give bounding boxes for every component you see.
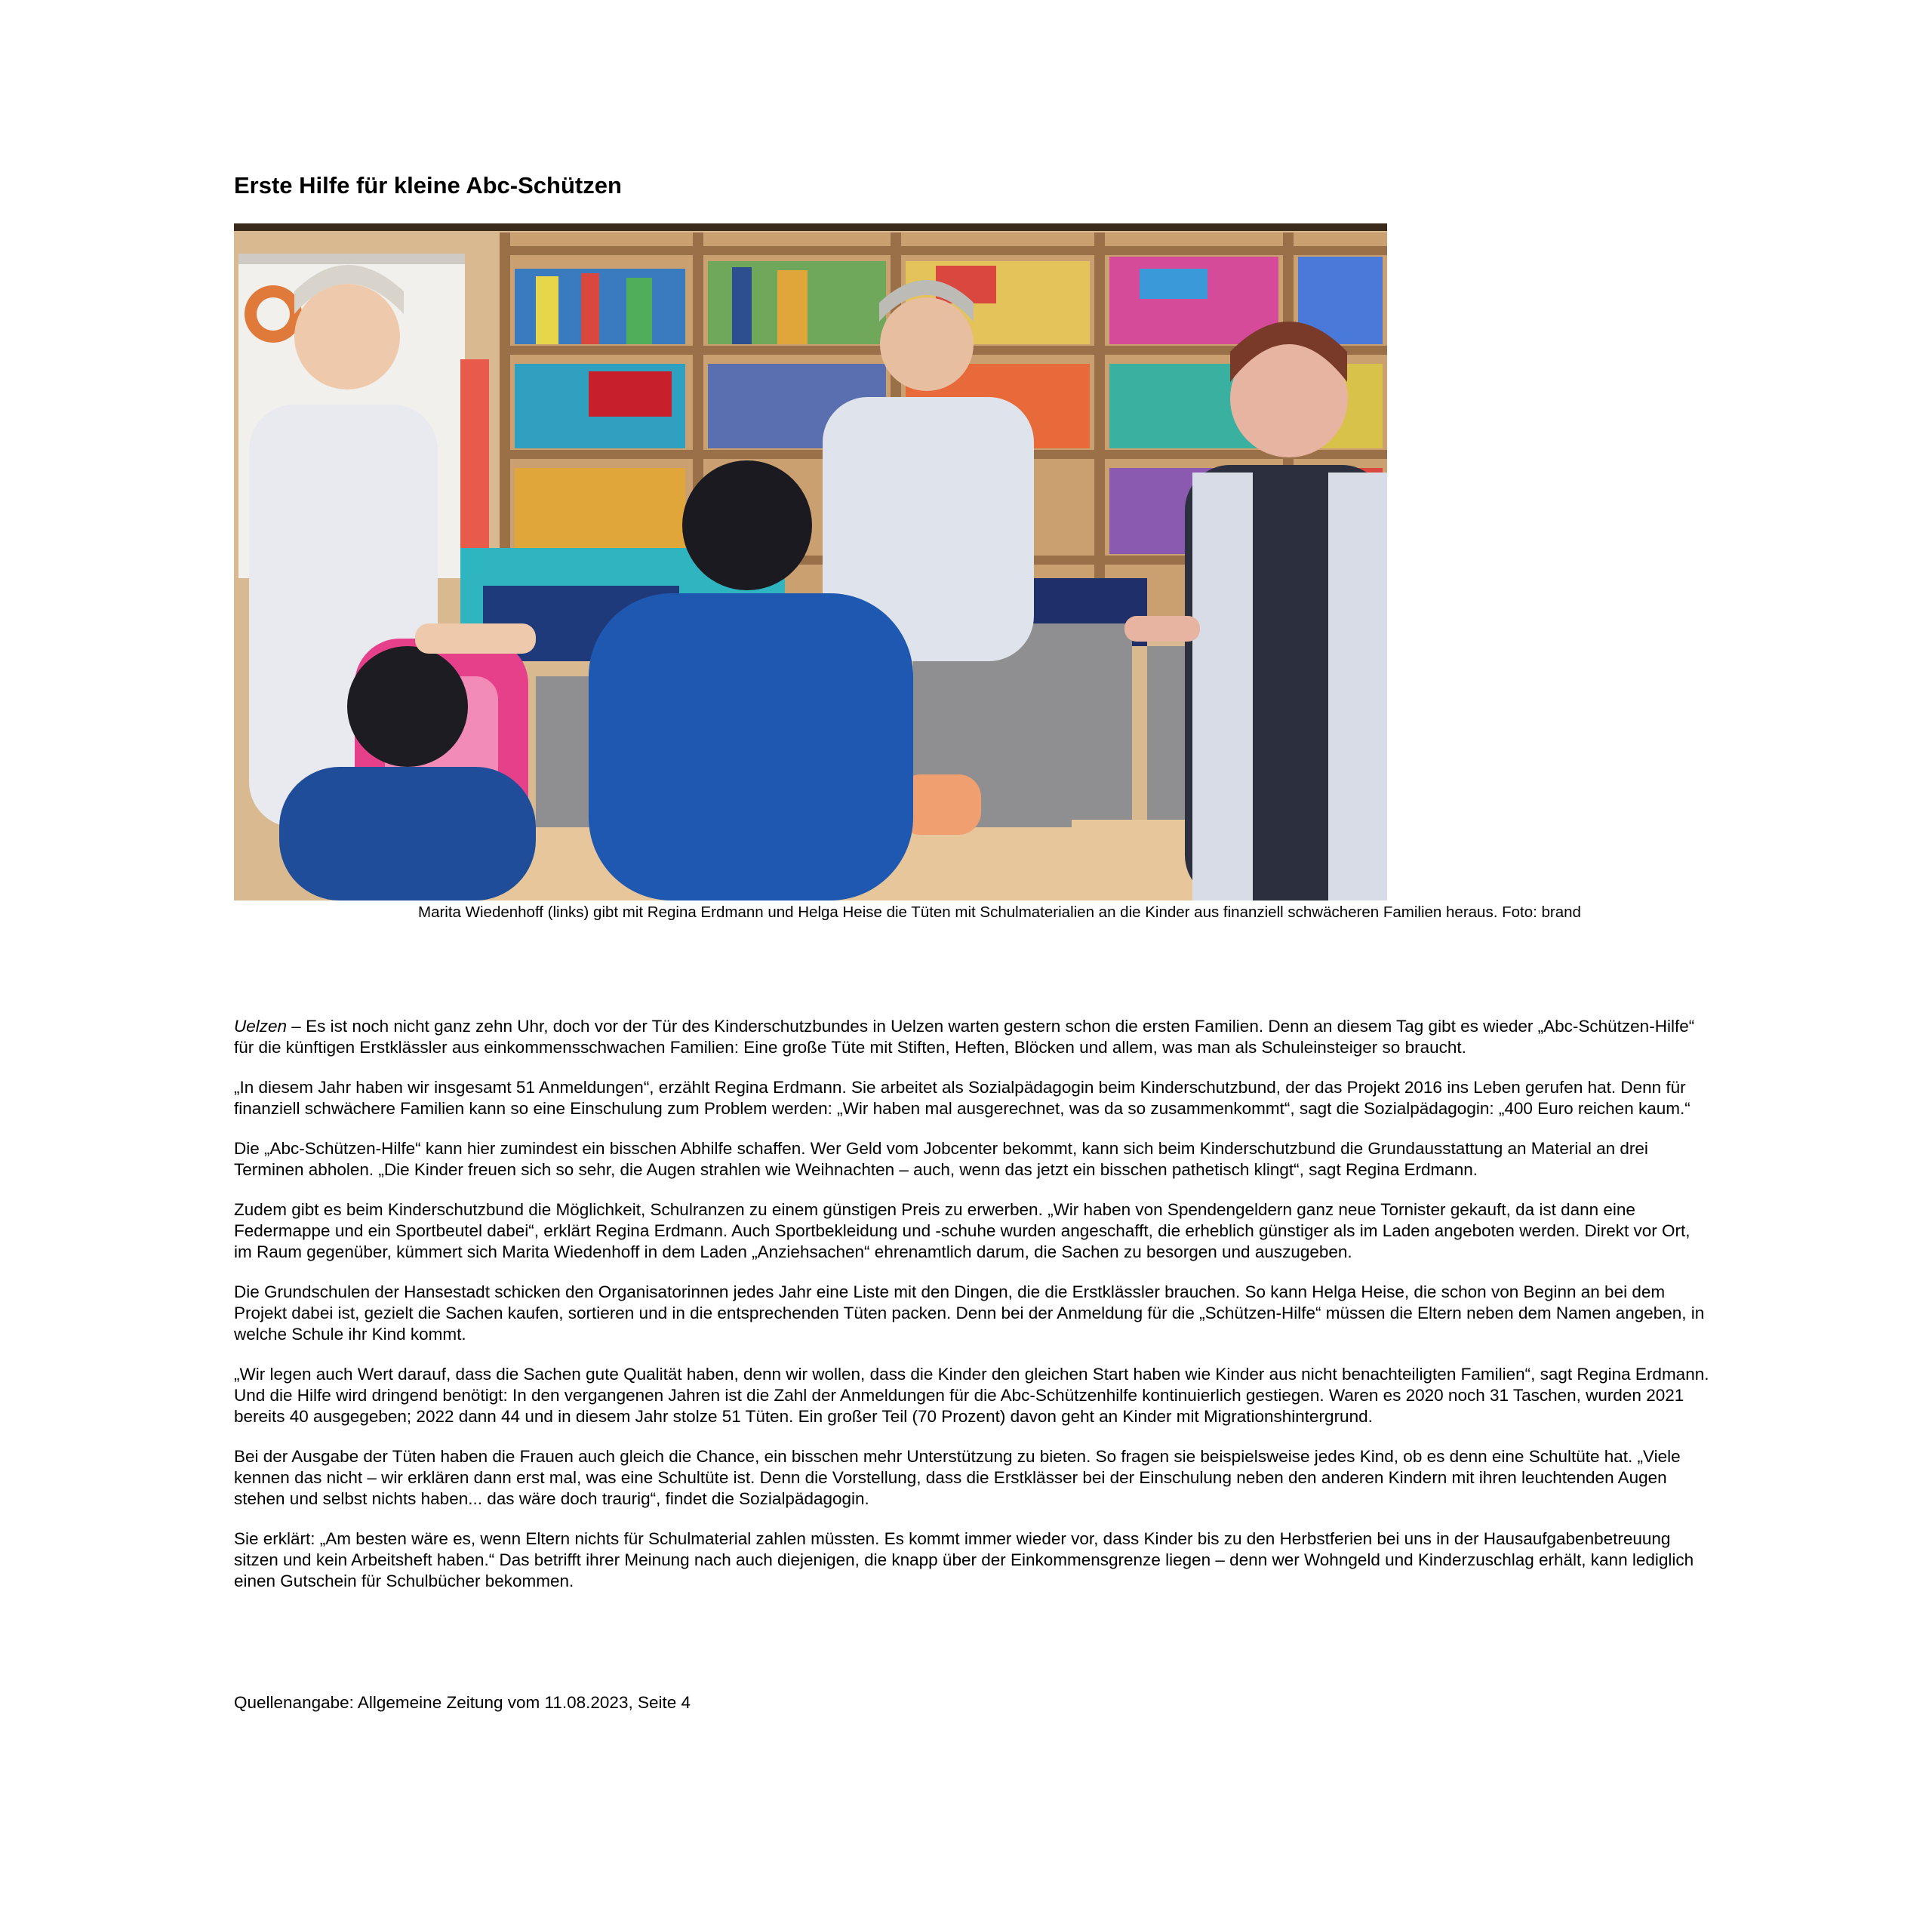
paragraph: Bei der Ausgabe der Tüten haben die Frauen auch gleich die Chance, ein bisschen mehr Unterstützung zu bieten. So fragen sie beispielsweise jedes Kind, ob es denn eine Schultüte hat. „Viele kennen das nicht – wir erklären dann erst mal, was eine Schultüte ist. Denn die Vorstellung, dass die Erstklässer bei der Einschulung neben den anderen Kindern mit ihren leuchtenden Augen stehen und selbst nichts haben... das wäre doch traurig“, findet die Sozialpädagogin. — [234, 1447, 1681, 1508]
article-photo — [234, 223, 1387, 900]
paragraph: Zudem gibt es beim Kinderschutzbund die Möglichkeit, Schulranzen zu einem günstigen Preis zu erwerben. „Wir haben von Spendengeldern ganz neue Tornister gekauft, da ist dann eine Federmappe und ein Sportbeutel dabei“, erklärt Regina Erdmann. Auch Sportbekleidung und -schuhe wurden angeschafft, die erheblich günstiger als im Laden angeboten werden. Direkt vor Ort, im Raum gegenüber, kümmert sich Marita Wiedenhoff in dem Laden „Anziehsachen“ ehrenamtlich darum, die Sachen zu besorgen und auszugeben. — [234, 1200, 1690, 1261]
headline: Erste Hilfe für kleine Abc-Schützen — [234, 172, 622, 199]
paragraph: Sie erklärt: „Am besten wäre es, wenn Eltern nichts für Schulmaterial zahlen müssten. Es kommt immer wieder vor, dass Kinder bis zu den Herbstferien bei uns in der Hausaufgabenbetreuung sitzen und kein Arbeitsheft haben.“ Das betrifft ihrer Meinung nach auch diejenigen, die knapp über der Einkommensgrenze liegen – denn wer Wohngeld und Kinderzuschlag erhält, kann lediglich einen Gutschein für Schulbücher bekommen. — [234, 1529, 1694, 1590]
lead-text: – Es ist noch nicht ganz zehn Uhr, doch vor der Tür des Kinderschutzbundes in Uelzen warten gestern schon die ersten Familien. Denn an diesem Tag gibt es wieder „Abc-Schützen-Hilfe“ für die künftigen Erstklässler aus einkommensschwachen Familien: Eine große Tüte mit Stiften, Heften, Blöcken und allem, was man als Schuleinsteiger so braucht. — [234, 1017, 1695, 1057]
article-body — [234, 1016, 1709, 1611]
paragraph: Die Grundschulen der Hansestadt schicken den Organisatorinnen jedes Jahr eine Liste mit den Dingen, die die Erstklässler brauchen. So kann Helga Heise, die schon von Beginn an bei dem Projekt dabei ist, gezielt die Sachen kaufen, sortieren und in die entsprechenden Tüten packen. Denn bei der Anmeldung für die „Schützen-Hilfe“ müssen die Eltern neben dem Namen angeben, in welche Schule ihr Kind kommt. — [234, 1282, 1705, 1344]
paragraph: „Wir legen auch Wert darauf, dass die Sachen gute Qualität haben, denn wir wollen, dass die Kinder den gleichen Start haben wie Kinder aus nicht benachteiligten Familien“, sagt Regina Erdmann. Und die Hilfe wird dringend benötigt: In den vergangenen Jahren ist die Zahl der Anmeldungen für die Abc-Schützenhilfe kontinuierlich gestiegen. Waren es 2020 noch 31 Taschen, wurden 2021 bereits 40 ausgegeben; 2022 dann 44 und in diesem Jahr stolze 51 Tüten. Ein großer Teil (70 Prozent) davon geht an Kinder mit Migrationshintergrund. — [234, 1365, 1709, 1426]
paragraph: Die „Abc-Schützen-Hilfe“ kann hier zumindest ein bisschen Abhilfe schaffen. Wer Geld vom Jobcenter bekommt, kann sich beim Kinderschutzbund die Grundausstattung an Material an drei Terminen abholen. „Die Kinder freuen sich so sehr, die Augen strahlen wie Weihnachten – auch, wenn das jetzt ein bisschen pathetisch klingt“, sagt Regina Erdmann. — [234, 1139, 1648, 1179]
lead-paragraph — [234, 1016, 1709, 1058]
source-reference: Quellenangabe: Allgemeine Zeitung vom 11.08.2023, Seite 4 — [234, 1693, 691, 1712]
dateline-place: Uelzen — [234, 1017, 288, 1036]
paragraph: „In diesem Jahr haben wir insgesamt 51 Anmeldungen“, erzählt Regina Erdmann. Sie arbeitet als Sozialpädagogin beim Kinderschutzbund, der das Projekt 2016 ins Leben gerufen hat. Denn für finanziell schwächere Familien kann so eine Einschulung zum Problem werden: „Wir haben mal ausgerechnet, was da so zusammenkommt“, sagt die Sozialpädagogin: „400 Euro reichen kaum.“ — [234, 1078, 1690, 1118]
photo-illustration — [234, 223, 1387, 900]
photo-caption: Marita Wiedenhoff (links) gibt mit Regina Erdmann und Helga Heise die Tüten mit Schulmaterialien an die Kinder aus finanziell schwächeren Familien heraus. Foto: brand — [418, 904, 1581, 921]
